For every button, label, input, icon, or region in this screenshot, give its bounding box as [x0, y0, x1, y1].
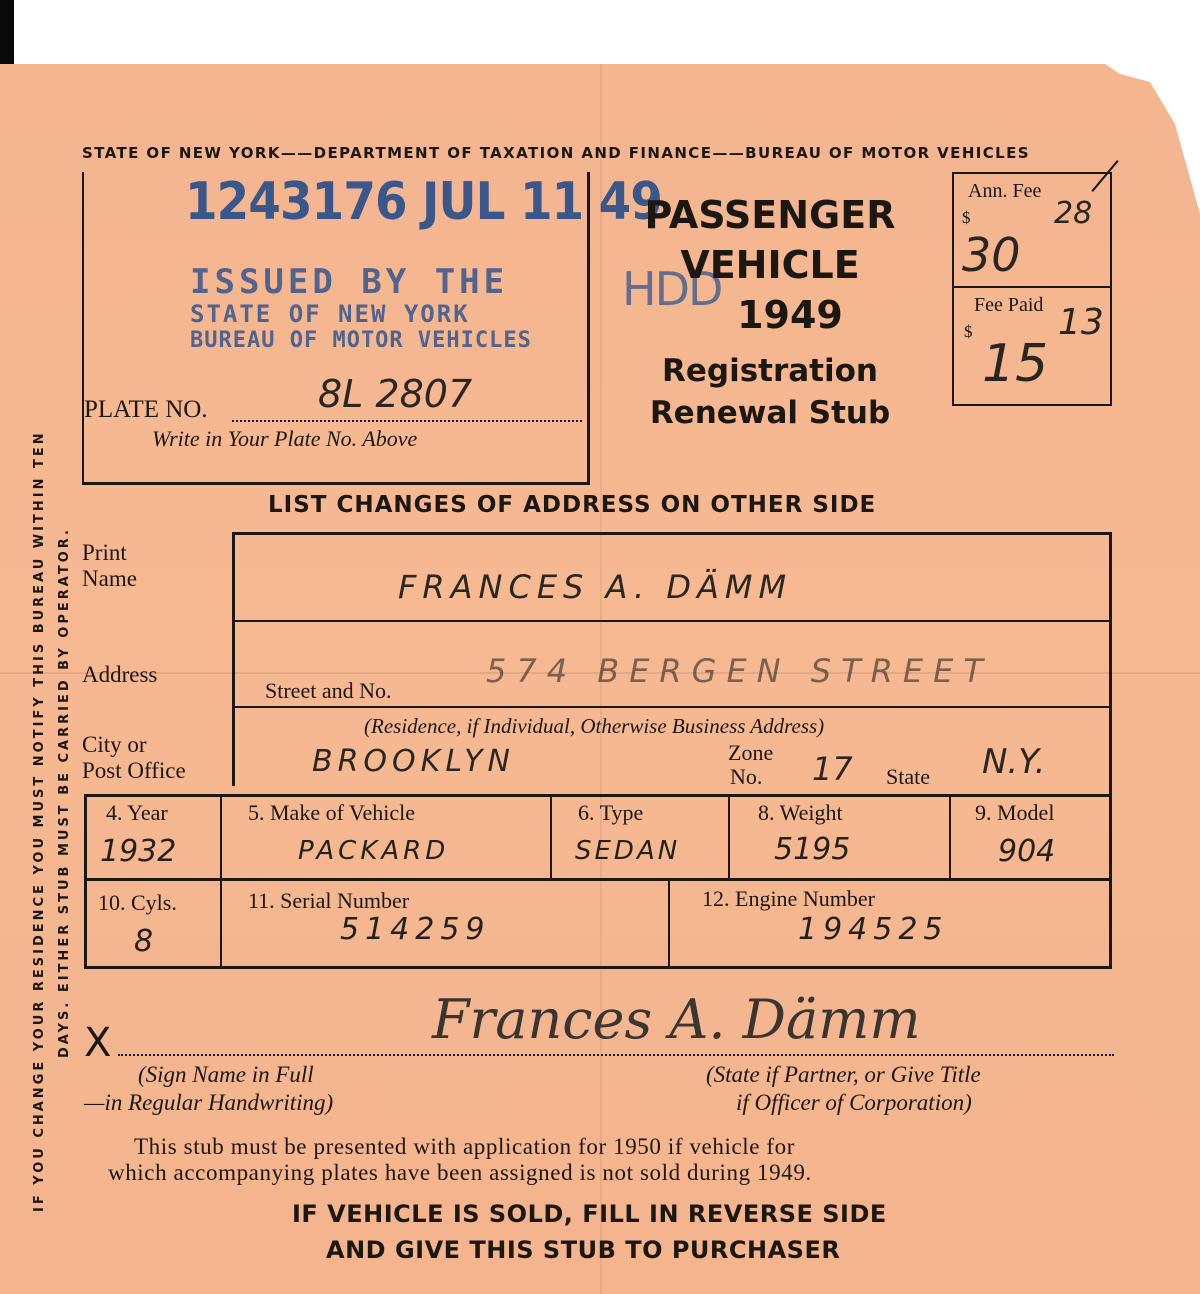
name-box-left	[232, 532, 235, 786]
type-value: SEDAN	[575, 836, 681, 866]
name-box-right	[1109, 532, 1112, 794]
partner-note-1: (State if Partner, or Give Title	[706, 1062, 981, 1087]
notice-line-2: which accompanying plates have been assigned is not sold during 1949.	[108, 1160, 812, 1185]
side-note-carry: DAYS. EITHER STUB MUST BE CARRIED BY OPERATOR.	[57, 527, 72, 1058]
make-label: 5. Make of Vehicle	[248, 800, 415, 825]
title-passenger: PASSENGER	[644, 193, 896, 237]
model-label: 9. Model	[975, 800, 1055, 825]
list-changes-note: LIST CHANGES OF ADDRESS ON OTHER SIDE	[268, 492, 877, 518]
model-value: 904	[998, 834, 1056, 869]
weight-value: 5195	[774, 832, 851, 867]
city-label-1: City or	[82, 732, 147, 757]
vehicle-grid-bottom	[84, 966, 1112, 969]
fee-box	[952, 172, 1112, 406]
fee-box-divider	[954, 286, 1110, 288]
vehicle-grid-top	[84, 794, 1112, 797]
stamp-issued	[190, 262, 532, 353]
sold-line-2: AND GIVE THIS STUB TO PURCHASER	[326, 1236, 841, 1264]
signature-value: Frances A. Dämm	[432, 988, 921, 1051]
fee-paid-currency: $	[964, 322, 973, 341]
vehicle-grid-left	[84, 794, 87, 968]
address-label: Address	[82, 662, 158, 687]
side-note-residence: IF YOU CHANGE YOUR RESIDENCE YOU MUST NOTIFY THIS BUREAU WITHIN TEN	[32, 430, 47, 1212]
name-value: FRANCES A. DÄMM	[398, 568, 793, 606]
stamp-line-1: ISSUED BY THE	[190, 262, 509, 302]
title-registration: Registration	[661, 353, 878, 389]
year-value: 1932	[100, 834, 177, 869]
cyls-value: 8	[134, 924, 154, 959]
ann-fee-currency: $	[962, 208, 971, 227]
vehicle-col-5	[668, 878, 670, 968]
engine-value: 194525	[798, 912, 949, 947]
ann-fee-label: Ann. Fee	[968, 180, 1042, 202]
weight-label: 8. Weight	[758, 800, 843, 825]
city-value: BROOKLYN	[312, 744, 515, 779]
sign-note-1: (Sign Name in Full	[138, 1062, 314, 1087]
city-label-2: Post Office	[82, 758, 186, 783]
vehicle-col-2	[550, 794, 552, 880]
title-renewal: Renewal Stub	[649, 395, 891, 431]
plate-label: PLATE NO.	[84, 396, 208, 423]
plate-hint: Write in Your Plate No. Above	[152, 426, 418, 451]
street-value: 574 BERGEN STREET	[486, 652, 993, 690]
header: STATE OF NEW YORK——DEPARTMENT OF TAXATION AND FINANCE——BUREAU OF MOTOR VEHICLES	[82, 144, 1030, 162]
vehicle-col-3	[728, 794, 730, 880]
zone-value: 17	[812, 750, 853, 788]
type-label: 6. Type	[578, 800, 644, 825]
signature-line	[118, 1054, 1114, 1056]
fee-paid-value: 15	[982, 334, 1049, 394]
stamp-number: 1243176 JUL 11 49	[185, 172, 663, 232]
print-label: Print	[82, 540, 127, 565]
name-divider	[232, 620, 1112, 622]
notice-line-1: This stub must be presented with application for 1950 if vehicle for	[134, 1134, 796, 1159]
plate-value: 8L 2807	[318, 372, 473, 416]
state-value: N.Y.	[982, 742, 1046, 782]
scan-edge	[0, 0, 14, 68]
year-label: 4. Year	[106, 800, 168, 825]
street-label: Street and No.	[265, 678, 392, 703]
stamp-line-2: STATE OF NEW YORK	[190, 300, 470, 328]
title-year: 1949	[737, 293, 843, 337]
plate-box-bottom	[82, 482, 590, 485]
stamp-hdd: HDD	[622, 262, 722, 316]
zone-label-2: No.	[730, 764, 763, 789]
plate-box-left	[82, 172, 84, 484]
zone-label-1: Zone	[728, 740, 774, 765]
make-value: PACKARD	[298, 836, 450, 866]
vehicle-col-4	[949, 794, 951, 880]
ann-fee-value: 30	[962, 228, 1021, 282]
state-label: State	[886, 764, 930, 789]
engine-label: 12. Engine Number	[702, 886, 875, 911]
sold-line-1: IF VEHICLE IS SOLD, FILL IN REVERSE SIDE	[292, 1200, 887, 1228]
signature-x: X	[84, 1020, 112, 1066]
title-sub-block	[610, 350, 930, 434]
serial-label: 11. Serial Number	[248, 888, 410, 913]
vehicle-grid-right	[1109, 794, 1112, 968]
residence-note: (Residence, if Individual, Otherwise Business Address)	[364, 714, 825, 738]
partner-note-2: if Officer of Corporation)	[736, 1090, 972, 1115]
plate-line	[232, 420, 582, 422]
vehicle-grid-middle	[84, 878, 1112, 881]
vehicle-col-1	[220, 794, 222, 968]
name-label: Name	[82, 566, 137, 591]
stamp-line-3: BUREAU OF MOTOR VEHICLES	[190, 328, 532, 353]
serial-value: 514259	[340, 912, 491, 947]
cyls-label: 10. Cyls.	[98, 890, 177, 915]
ann-fee-struck: 28	[1054, 196, 1093, 231]
name-box-top	[232, 532, 1112, 535]
title-block	[610, 190, 930, 340]
address-divider	[232, 706, 1112, 708]
title-vehicle: VEHICLE	[680, 243, 860, 287]
fee-paid-struck: 13	[1058, 302, 1104, 343]
fee-paid-label: Fee Paid	[974, 294, 1044, 316]
sign-note-2: —in Regular Handwriting)	[84, 1090, 334, 1115]
